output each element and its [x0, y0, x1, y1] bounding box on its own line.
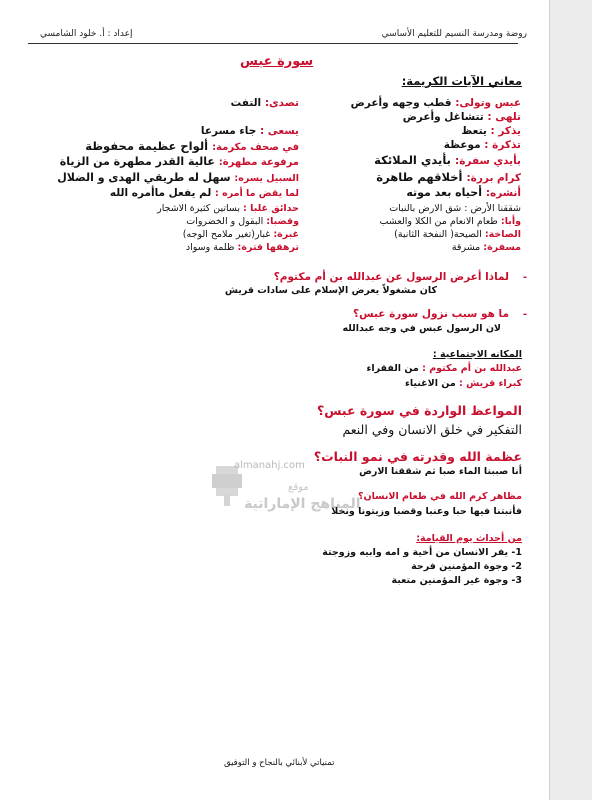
- meaning-term: تلهى :: [487, 111, 521, 123]
- question-2: ما هو سبب نزول سورة عبس؟: [353, 308, 509, 320]
- meaning-row: [60, 155, 299, 168]
- meaning-term: عبس وتولى:: [455, 97, 521, 109]
- watermark-line1: موقع: [288, 482, 309, 493]
- meaning-def: سهل له طريقي الهدى و الضلال: [57, 171, 231, 184]
- meaning-def: أخلاقهم طاهرة: [376, 170, 463, 184]
- question-dash: -: [522, 272, 527, 283]
- viewer-side-panel: [550, 0, 592, 800]
- resurrection-heading: من أحداث يوم القيامة:: [416, 533, 522, 544]
- social-term: عبدالله بن أم مكتوم :: [422, 363, 522, 374]
- meaning-row: [201, 125, 299, 137]
- social-def: من الفقراء: [366, 363, 419, 374]
- meaning-def: أحياه بعد موته: [406, 186, 482, 199]
- meaning-def: مشرقة: [451, 242, 481, 253]
- meaning-term: غبرة:: [273, 229, 299, 240]
- watermark-line2: المناهج الإماراتية: [244, 496, 361, 512]
- meaning-def: تتشاغل وأعرض: [402, 111, 484, 123]
- social-def: من الاغنياء: [404, 378, 456, 389]
- meaning-def: البقول و الخضروات: [186, 216, 264, 227]
- resurrection-item: 2- وجوة المؤمنين فرحة: [411, 561, 522, 572]
- meaning-def: بأيدي الملائكة: [374, 153, 451, 167]
- meaning-def: شق الارض بالنبات: [389, 203, 462, 214]
- meaning-def: الصيحة( النفخة الثانية): [394, 229, 482, 240]
- question-dash: -: [522, 309, 527, 320]
- meaning-row: [380, 216, 521, 227]
- school-name: روضة ومدرسة النسيم للتعليم الأساسي: [381, 29, 527, 39]
- meaning-def: قطب وجهه وأعرض: [350, 97, 452, 109]
- meaning-row: [444, 139, 521, 151]
- meaning-row: [461, 125, 521, 137]
- plants-text: أنا صببنا الماء صبا ثم شققنا الارض: [359, 466, 522, 477]
- meaning-term: كرام بررة:: [466, 172, 521, 184]
- meaning-def: التفت: [230, 97, 262, 109]
- generosity-text: فأنبتنا فيها حبا وعنبا وقضبا وزيتونا ونخلا: [331, 506, 522, 517]
- meaning-row: [186, 242, 299, 253]
- social-term: كبراء قريش :: [459, 378, 522, 389]
- meaning-term: حدائق غلبا :: [243, 203, 299, 214]
- meaning-def: طعام الانعام من الكلا والعشب: [379, 216, 498, 227]
- author-name: إعداد : أ. خلود الشامسي: [40, 29, 133, 39]
- meaning-def: يتعظ: [461, 125, 487, 137]
- generosity-heading: مظاهر كرم الله في طعام الانسان؟: [357, 491, 522, 502]
- footer-text: تمنياتي لأبنائي بالنجاح و التوفيق: [224, 758, 335, 768]
- meaning-term: في صحف مكرمة:: [212, 142, 299, 153]
- meaning-def: غبار(تغير ملامح الوجه): [182, 229, 271, 240]
- lessons-heading: المواعظ الواردة في سورة عبس؟: [317, 403, 522, 418]
- watermark: [208, 456, 361, 536]
- plants-heading: عظمة الله وقدرته في نمو النبات؟: [313, 449, 522, 464]
- meaning-term: لما يقض ما أمره :: [214, 188, 299, 199]
- meaning-term: شققنا الأرض :: [464, 203, 521, 214]
- meaning-row: [452, 242, 521, 253]
- meaning-def: ظلمة وسواد: [185, 242, 235, 253]
- meaning-def: لم يفعل ماأمره الله: [109, 187, 212, 199]
- social-row: [367, 363, 522, 374]
- meaning-term: وقضبا:: [266, 216, 299, 227]
- lessons-text: التفكير في خلق الانسان وفي النعم: [342, 422, 522, 437]
- meaning-def: موعظة: [443, 139, 481, 151]
- meaning-term: يذكر :: [490, 125, 521, 137]
- meaning-def: عالية القدر مطهرة من الزياة: [59, 155, 215, 168]
- meaning-term: تصدى:: [264, 97, 299, 109]
- meaning-term: السبيل يسره:: [234, 173, 299, 184]
- meaning-row: [406, 186, 521, 199]
- meaning-row: [403, 111, 521, 123]
- meaning-def: ألواح عظيمة محفوظة: [85, 139, 209, 153]
- answer-2: لان الرسول عبس في وجه عبدالله: [342, 323, 501, 334]
- meaning-row: [389, 203, 521, 214]
- meaning-row: [374, 153, 521, 167]
- meaning-def: جاء مسرعا: [200, 125, 257, 137]
- meaning-term: بأيدي سفرة:: [455, 155, 521, 167]
- header-divider: [28, 43, 518, 44]
- meaning-row: [186, 216, 299, 227]
- meaning-row: [110, 187, 299, 199]
- meaning-def: بساتين كثيرة الاشجار: [157, 203, 241, 214]
- meaning-row: [351, 97, 521, 109]
- resurrection-item: 1- يفر الانسان من أخية و امه وابيه وزوجتة: [322, 547, 522, 558]
- meaning-row: [231, 97, 299, 109]
- meaning-term: ترهقها قترة:: [237, 242, 299, 253]
- meaning-term: وأبا:: [500, 216, 521, 227]
- meaning-row: [85, 139, 299, 153]
- meaning-term: يسعى :: [259, 125, 299, 137]
- social-heading: المكانه الاجتماعية :: [432, 349, 522, 360]
- meaning-row: [394, 229, 521, 240]
- question-1: لماذا أعرض الرسول عن عبدالله بن أم مكتوم؟: [273, 271, 509, 283]
- watermark-site: almanahj.com: [234, 460, 305, 471]
- meaning-term: مسفرة:: [483, 242, 521, 253]
- meaning-term: مرفوعة مطهرة:: [218, 157, 299, 168]
- social-row: [405, 378, 522, 389]
- meanings-heading: معاني الآيات الكريمة:: [401, 74, 522, 88]
- meaning-row: [157, 203, 299, 214]
- meaning-row: [376, 170, 521, 184]
- meaning-row: [183, 229, 299, 240]
- page-title: سورة عبس: [240, 54, 314, 69]
- answer-1: كان مشغولاً يعرض الإسلام على سادات قريش: [224, 285, 437, 296]
- meaning-term: الصاخة:: [484, 229, 521, 240]
- resurrection-item: 3- وجوة غير المؤمنين متعبة: [391, 575, 522, 586]
- meaning-term: تذكرة :: [484, 139, 521, 151]
- meaning-term: أنشره:: [485, 187, 521, 199]
- meaning-row: [57, 171, 299, 184]
